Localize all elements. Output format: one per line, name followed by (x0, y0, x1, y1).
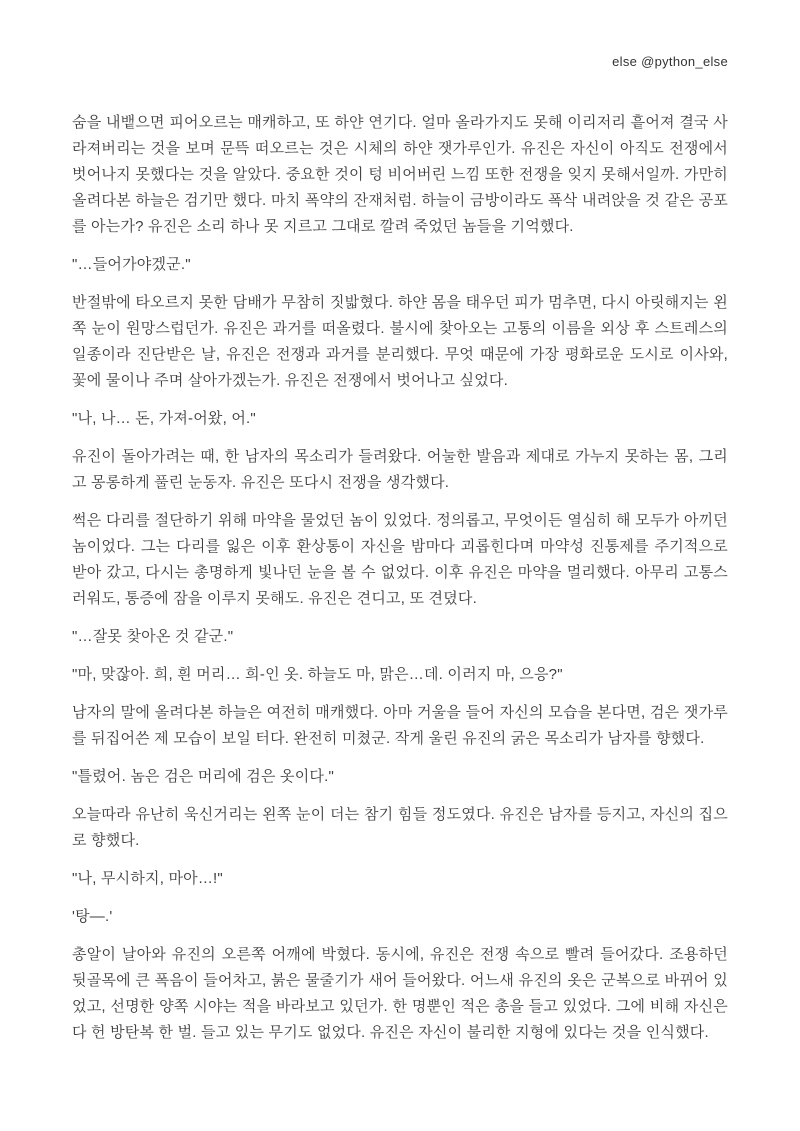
story-paragraph: 썩은 다리를 절단하기 위해 마약을 물었던 놈이 있었다. 정의롭고, 무엇이든 열심히 해 모두가 아끼던 놈이었다. 그는 다리를 잃은 이후 환상통이 자신을 밤마다 괴롭힌다며 마약성 진통제를 주기적으로 받아 갔고, 다시는 총명하게 빛나던 눈을 볼 수 없었다. 이후 유진은 마약을 멀리했다. 아무리 고통스러워도, 통증에 잠을 이루지 못해도. 유진은 견디고, 또 견뎠다. (72, 512, 728, 607)
story-paragraph: 남자의 말에 올려다본 하늘은 여전히 매캐했다. 아마 거울을 들어 자신의 모습을 본다면, 검은 잿가루를 뒤집어쓴 제 모습이 보일 터다. 완전히 미쳤군. 작게 울린 유진의 굵은 목소리가 남자를 향했다. (72, 704, 728, 747)
story-paragraph: 반절밖에 타오르지 못한 담배가 무참히 짓밟혔다. 하얀 몸을 태우던 피가 멈추면, 다시 아릿해지는 왼쪽 눈이 원망스럽던가. 유진은 과거를 떠올렸다. 불시에 찾아오는 고통의 이름을 외상 후 스트레스의 일종이라 진단받은 날, 유진은 전쟁과 과거를 분리했다. 무엇 때문에 가장 평화로운 도시로 이사와, 꽃에 물이나 주며 살아가겠는가. 유진은 전쟁에서 벗어나고 싶었다. (72, 294, 728, 389)
story-paragraph: 오늘따라 유난히 욱신거리는 왼쪽 눈이 더는 참기 힘들 정도였다. 유진은 남자를 등지고, 자신의 집으로 향했다. (72, 806, 728, 849)
dialogue-line: "마, 맞잖아. 희, 흰 머리… 희-인 옷. 하늘도 마, 맑은…데. 이러지 마, 으응?" (72, 666, 563, 683)
page-header (72, 54, 728, 70)
sound-effect-line: '탕—.' (72, 908, 113, 925)
dialogue-line: "…들어가야겠군." (72, 256, 191, 273)
story-body (72, 110, 728, 1046)
dialogue-line: "…잘못 찾아온 것 같군." (72, 628, 234, 645)
dialogue-line: "틀렸어. 놈은 검은 머리에 검은 옷이다." (72, 768, 334, 785)
dialogue-line: "나, 무시하지, 마아…!" (72, 870, 223, 887)
story-paragraph: 숨을 내뱉으면 피어오르는 매캐하고, 또 하얀 연기다. 얼마 올라가지도 못해 이리저리 흩어져 결국 사라져버리는 것을 보며 문뜩 떠오르는 것은 시체의 하얀 잿가루인가. 유진은 자신이 아직도 전쟁에서 벗어나지 못했다는 것을 알았다. 중요한 것이 텅 비어버린 느낌 또한 전쟁을 잊지 못해서일까. 가만히 올려다본 하늘은 검기만 했다. 마치 폭약의 잔재처럼. 하늘이 금방이라도 폭삭 내려앉을 것 같은 공포를 아는가? 유진은 소리 하나 못 지르고 그대로 깔려 죽었던 놈들을 기억했다. (72, 114, 728, 235)
story-paragraph: 유진이 돌아가려는 때, 한 남자의 목소리가 들려왔다. 어눌한 발음과 제대로 가누지 못하는 몸, 그리고 몽롱하게 풀린 눈동자. 유진은 또다시 전쟁을 생각했다. (72, 448, 728, 491)
author-handle: else @python_else (612, 54, 728, 69)
story-paragraph: 총알이 날아와 유진의 오른쪽 어깨에 박혔다. 동시에, 유진은 전쟁 속으로 빨려 들어갔다. 조용하던 뒷골목에 큰 폭음이 들어차고, 붉은 물줄기가 새어 들어왔다. 어느새 유진의 옷은 군복으로 바뀌어 있었고, 선명한 양쪽 시야는 적을 바라보고 있던가. 한 명뿐인 적은 총을 들고 있었다. 그에 비해 자신은 다 헌 방탄복 한 벌. 들고 있는 무기도 없었다. 유진은 자신이 불리한 지형에 있다는 것을 인식했다. (72, 946, 728, 1041)
dialogue-line: "나, 나… 돈, 가져-어왔, 어." (72, 410, 256, 427)
